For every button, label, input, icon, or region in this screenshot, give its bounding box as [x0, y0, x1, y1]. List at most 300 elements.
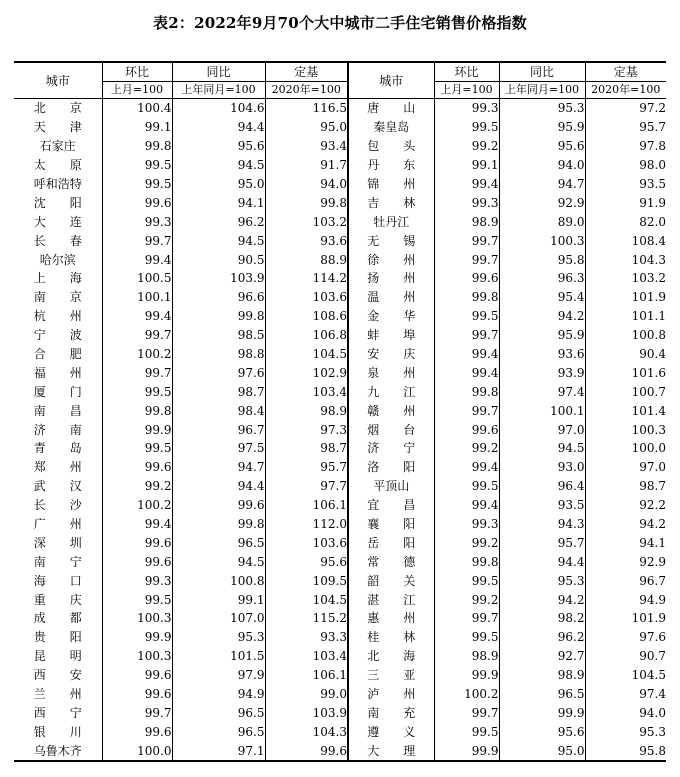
base-value-left: 109.5 [265, 571, 348, 590]
city-name-right: 常 德 [348, 552, 434, 571]
base-value-right: 92.2 [585, 496, 666, 515]
yoy-value-right: 98.2 [499, 609, 585, 628]
header-mom-left: 环比 [102, 62, 172, 82]
yoy-value-left: 98.5 [172, 326, 265, 345]
mom-value-right: 99.9 [434, 666, 499, 685]
table-row [14, 269, 666, 288]
city-name-right: 九 江 [348, 382, 434, 401]
mom-value-left: 99.8 [102, 137, 172, 156]
base-value-left: 108.6 [265, 307, 348, 326]
subheader-yoy-right: 上年同月=100 [499, 82, 585, 99]
yoy-value-right: 95.4 [499, 288, 585, 307]
mom-value-left: 99.4 [102, 307, 172, 326]
mom-value-right: 99.2 [434, 137, 499, 156]
city-name-right: 泉 州 [348, 363, 434, 382]
city-name-right: 金 华 [348, 307, 434, 326]
base-value-left: 95.7 [265, 458, 348, 477]
city-name-left: 武 汉 [33, 479, 82, 494]
mom-value-right: 98.9 [434, 647, 499, 666]
mom-value-right: 99.3 [434, 99, 499, 118]
table-row [14, 99, 666, 118]
yoy-value-right: 95.7 [499, 533, 585, 552]
base-value-left: 103.4 [265, 647, 348, 666]
yoy-value-right: 95.6 [499, 137, 585, 156]
base-value-left: 95.6 [265, 552, 348, 571]
table-row [14, 571, 666, 590]
base-value-right: 98.0 [585, 156, 666, 175]
yoy-value-left: 99.8 [172, 515, 265, 534]
table-row [14, 439, 666, 458]
city-name-left: 太 原 [33, 158, 82, 173]
base-value-right: 104.3 [585, 250, 666, 269]
yoy-value-right: 93.5 [499, 496, 585, 515]
city-name-right: 扬 州 [348, 269, 434, 288]
mom-value-right: 99.4 [434, 363, 499, 382]
table-row [14, 609, 666, 628]
city-name-right: 赣 州 [348, 401, 434, 420]
base-value-left: 98.7 [265, 439, 348, 458]
base-value-right: 93.5 [585, 175, 666, 194]
yoy-value-left: 96.5 [172, 704, 265, 723]
mom-value-right: 99.5 [434, 307, 499, 326]
table-row [14, 722, 666, 741]
mom-value-left: 100.4 [102, 99, 172, 118]
mom-value-right: 99.5 [434, 571, 499, 590]
city-name-left: 厦 门 [33, 384, 82, 399]
mom-value-right: 99.8 [434, 552, 499, 571]
city-name-right: 大 理 [348, 741, 434, 761]
mom-value-right: 100.2 [434, 685, 499, 704]
city-name-right: 烟 台 [348, 420, 434, 439]
base-value-right: 101.9 [585, 288, 666, 307]
header-yoy-right: 同比 [499, 62, 585, 82]
table-row [14, 515, 666, 534]
yoy-value-right: 94.3 [499, 515, 585, 534]
mom-value-right: 99.7 [434, 326, 499, 345]
base-value-right: 96.7 [585, 571, 666, 590]
base-value-left: 91.7 [265, 156, 348, 175]
city-name-right: 北 海 [348, 647, 434, 666]
city-name-left: 西 安 [33, 668, 82, 683]
city-name-left: 大 连 [33, 214, 82, 229]
table-row [14, 401, 666, 420]
yoy-value-right: 95.3 [499, 571, 585, 590]
city-name-left: 合 肥 [33, 347, 82, 362]
subheader-yoy-left: 上年同月=100 [172, 82, 265, 99]
table-row [14, 477, 666, 496]
city-name-right: 牡丹江 [348, 212, 434, 231]
base-value-right: 95.3 [585, 722, 666, 741]
base-value-right: 95.7 [585, 118, 666, 137]
base-value-right: 108.4 [585, 231, 666, 250]
city-name-left: 北 京 [33, 101, 82, 116]
mom-value-left: 99.4 [102, 515, 172, 534]
yoy-value-right: 93.9 [499, 363, 585, 382]
yoy-value-right: 92.9 [499, 193, 585, 212]
subheader-base-left: 2020年=100 [265, 82, 348, 99]
base-value-left: 97.7 [265, 477, 348, 496]
base-value-left: 104.5 [265, 590, 348, 609]
mom-value-right: 99.7 [434, 704, 499, 723]
base-value-left: 102.9 [265, 363, 348, 382]
table-row [14, 590, 666, 609]
base-value-right: 97.0 [585, 458, 666, 477]
mom-value-left: 99.5 [102, 175, 172, 194]
mom-value-left: 99.7 [102, 363, 172, 382]
mom-value-right: 99.4 [434, 496, 499, 515]
yoy-value-right: 94.7 [499, 175, 585, 194]
yoy-value-right: 94.4 [499, 552, 585, 571]
base-value-left: 112.0 [265, 515, 348, 534]
city-name-right: 温 州 [348, 288, 434, 307]
mom-value-left: 99.6 [102, 533, 172, 552]
yoy-value-left: 94.4 [172, 477, 265, 496]
table-row [14, 666, 666, 685]
base-value-left: 106.1 [265, 666, 348, 685]
yoy-value-right: 89.0 [499, 212, 585, 231]
city-name-left: 哈尔滨 [39, 252, 76, 267]
yoy-value-left: 104.6 [172, 99, 265, 118]
yoy-value-right: 99.9 [499, 704, 585, 723]
header-base-right: 定基 [585, 62, 666, 82]
header-base-left: 定基 [265, 62, 348, 82]
base-value-left: 104.5 [265, 345, 348, 364]
header-yoy-left: 同比 [172, 62, 265, 82]
table-row [14, 741, 666, 761]
mom-value-left: 100.2 [102, 345, 172, 364]
yoy-value-right: 96.3 [499, 269, 585, 288]
table-row [14, 137, 666, 156]
base-value-left: 106.8 [265, 326, 348, 345]
yoy-value-right: 94.0 [499, 156, 585, 175]
yoy-value-right: 96.2 [499, 628, 585, 647]
base-value-right: 100.3 [585, 420, 666, 439]
yoy-value-left: 97.5 [172, 439, 265, 458]
city-name-left: 青 岛 [33, 441, 82, 456]
yoy-value-left: 95.6 [172, 137, 265, 156]
city-name-left: 福 州 [33, 365, 82, 380]
yoy-value-left: 94.7 [172, 458, 265, 477]
mom-value-left: 99.5 [102, 156, 172, 175]
city-name-right: 湛 江 [348, 590, 434, 609]
base-value-left: 115.2 [265, 609, 348, 628]
city-name-right: 丹 东 [348, 156, 434, 175]
yoy-value-left: 90.5 [172, 250, 265, 269]
yoy-value-right: 97.0 [499, 420, 585, 439]
city-name-left: 贵 阳 [33, 630, 82, 645]
mom-value-right: 99.3 [434, 193, 499, 212]
city-name-left: 长 春 [33, 233, 82, 248]
base-value-left: 93.3 [265, 628, 348, 647]
yoy-value-right: 96.4 [499, 477, 585, 496]
city-name-left: 南 宁 [33, 554, 82, 569]
mom-value-right: 99.2 [434, 439, 499, 458]
city-name-right: 平顶山 [348, 477, 434, 496]
base-value-right: 97.8 [585, 137, 666, 156]
mom-value-left: 100.0 [102, 741, 172, 761]
base-value-left: 99.6 [265, 741, 348, 761]
city-name-left: 上 海 [33, 271, 82, 286]
yoy-value-right: 97.4 [499, 382, 585, 401]
mom-value-right: 99.4 [434, 345, 499, 364]
base-value-right: 90.7 [585, 647, 666, 666]
yoy-value-right: 93.6 [499, 345, 585, 364]
table-row [14, 231, 666, 250]
mom-value-right: 99.2 [434, 533, 499, 552]
city-name-left: 兰 州 [33, 687, 82, 702]
yoy-value-left: 94.5 [172, 231, 265, 250]
base-value-right: 92.9 [585, 552, 666, 571]
yoy-value-left: 98.8 [172, 345, 265, 364]
base-value-left: 106.1 [265, 496, 348, 515]
header-city-right: 城市 [348, 62, 434, 99]
base-value-right: 104.5 [585, 666, 666, 685]
yoy-value-left: 94.1 [172, 193, 265, 212]
base-value-left: 95.0 [265, 118, 348, 137]
base-value-right: 101.4 [585, 401, 666, 420]
city-name-right: 宜 昌 [348, 496, 434, 515]
mom-value-left: 99.5 [102, 590, 172, 609]
base-value-right: 95.8 [585, 741, 666, 761]
yoy-value-right: 92.7 [499, 647, 585, 666]
mom-value-right: 99.7 [434, 609, 499, 628]
mom-value-right: 99.5 [434, 118, 499, 137]
yoy-value-left: 94.9 [172, 685, 265, 704]
table-row [14, 212, 666, 231]
mom-value-right: 99.8 [434, 382, 499, 401]
yoy-value-right: 95.6 [499, 722, 585, 741]
city-name-left: 济 南 [33, 422, 82, 437]
mom-value-left: 99.6 [102, 722, 172, 741]
base-value-left: 103.9 [265, 704, 348, 723]
city-name-left: 宁 波 [33, 328, 82, 343]
base-value-right: 100.8 [585, 326, 666, 345]
yoy-value-right: 94.2 [499, 307, 585, 326]
base-value-left: 114.2 [265, 269, 348, 288]
base-value-right: 101.1 [585, 307, 666, 326]
base-value-right: 94.1 [585, 533, 666, 552]
mom-value-left: 99.8 [102, 401, 172, 420]
mom-value-left: 99.7 [102, 704, 172, 723]
table-row [14, 628, 666, 647]
mom-value-right: 99.4 [434, 458, 499, 477]
city-name-right: 桂 林 [348, 628, 434, 647]
base-value-right: 94.9 [585, 590, 666, 609]
mom-value-left: 99.5 [102, 439, 172, 458]
mom-value-right: 99.5 [434, 477, 499, 496]
city-name-right: 蚌 埠 [348, 326, 434, 345]
base-value-left: 103.4 [265, 382, 348, 401]
table-row [14, 458, 666, 477]
mom-value-left: 100.2 [102, 496, 172, 515]
yoy-value-right: 94.5 [499, 439, 585, 458]
mom-value-left: 99.6 [102, 193, 172, 212]
city-name-right: 吉 林 [348, 193, 434, 212]
yoy-value-left: 94.5 [172, 156, 265, 175]
yoy-value-left: 96.6 [172, 288, 265, 307]
city-name-right: 南 充 [348, 704, 434, 723]
subheader-base-right: 2020年=100 [585, 82, 666, 99]
yoy-value-right: 96.5 [499, 685, 585, 704]
table-row [14, 420, 666, 439]
mom-value-left: 99.2 [102, 477, 172, 496]
mom-value-left: 99.4 [102, 250, 172, 269]
city-name-left: 昆 明 [33, 649, 82, 664]
city-name-left: 长 沙 [33, 498, 82, 513]
city-name-right: 泸 州 [348, 685, 434, 704]
base-value-left: 103.6 [265, 288, 348, 307]
yoy-value-right: 95.0 [499, 741, 585, 761]
yoy-value-left: 95.0 [172, 175, 265, 194]
base-value-left: 99.0 [265, 685, 348, 704]
base-value-left: 93.4 [265, 137, 348, 156]
city-name-left: 呼和浩特 [33, 177, 82, 191]
city-name-right: 无 锡 [348, 231, 434, 250]
city-name-left: 广 州 [33, 517, 82, 532]
subheader-mom-right: 上月=100 [434, 82, 499, 99]
table-row [14, 156, 666, 175]
yoy-value-left: 99.1 [172, 590, 265, 609]
base-value-left: 103.2 [265, 212, 348, 231]
mom-value-right: 99.4 [434, 175, 499, 194]
base-value-right: 101.6 [585, 363, 666, 382]
city-name-left: 南 京 [33, 290, 82, 305]
mom-value-left: 100.5 [102, 269, 172, 288]
table-row [14, 704, 666, 723]
table-title: 表2：2022年9月70个大中城市二手住宅销售价格指数 [153, 14, 527, 32]
yoy-value-left: 96.2 [172, 212, 265, 231]
city-name-left: 杭 州 [33, 309, 82, 324]
table-row [14, 552, 666, 571]
yoy-value-right: 95.8 [499, 250, 585, 269]
mom-value-left: 99.7 [102, 326, 172, 345]
city-name-right: 洛 阳 [348, 458, 434, 477]
mom-value-right: 99.6 [434, 420, 499, 439]
city-name-left: 西 宁 [33, 705, 82, 720]
mom-value-left: 99.9 [102, 420, 172, 439]
base-value-right: 94.0 [585, 704, 666, 723]
mom-value-left: 99.6 [102, 666, 172, 685]
mom-value-right: 99.6 [434, 269, 499, 288]
city-name-right: 三 亚 [348, 666, 434, 685]
yoy-value-left: 98.7 [172, 382, 265, 401]
base-value-right: 82.0 [585, 212, 666, 231]
yoy-value-right: 95.9 [499, 118, 585, 137]
mom-value-left: 99.6 [102, 552, 172, 571]
yoy-value-right: 93.0 [499, 458, 585, 477]
mom-value-left: 99.3 [102, 212, 172, 231]
table-row [14, 118, 666, 137]
table-row [14, 307, 666, 326]
city-name-left: 南 昌 [33, 403, 82, 418]
city-name-right: 唐 山 [348, 99, 434, 118]
base-value-right: 101.9 [585, 609, 666, 628]
yoy-value-left: 95.3 [172, 628, 265, 647]
mom-value-right: 99.1 [434, 156, 499, 175]
mom-value-right: 98.9 [434, 212, 499, 231]
mom-value-left: 99.1 [102, 118, 172, 137]
table-row [14, 288, 666, 307]
city-name-left: 石家庄 [39, 139, 76, 154]
city-name-left: 乌鲁木齐 [14, 741, 102, 761]
base-value-left: 104.3 [265, 722, 348, 741]
yoy-value-left: 99.8 [172, 307, 265, 326]
table-row [14, 647, 666, 666]
base-value-left: 98.9 [265, 401, 348, 420]
table-row [14, 175, 666, 194]
mom-value-right: 99.7 [434, 250, 499, 269]
table-row [14, 326, 666, 345]
base-value-right: 97.6 [585, 628, 666, 647]
table-row [14, 193, 666, 212]
base-value-right: 97.2 [585, 99, 666, 118]
yoy-value-left: 101.5 [172, 647, 265, 666]
yoy-value-left: 97.6 [172, 363, 265, 382]
base-value-right: 97.4 [585, 685, 666, 704]
table-row [14, 250, 666, 269]
yoy-value-left: 98.4 [172, 401, 265, 420]
city-name-left: 郑 州 [33, 460, 82, 475]
yoy-value-right: 100.3 [499, 231, 585, 250]
price-index-table [14, 61, 666, 762]
mom-value-right: 99.7 [434, 231, 499, 250]
mom-value-right: 99.5 [434, 722, 499, 741]
header-mom-right: 环比 [434, 62, 499, 82]
base-value-right: 90.4 [585, 345, 666, 364]
yoy-value-left: 94.5 [172, 552, 265, 571]
subheader-mom-left: 上月=100 [102, 82, 172, 99]
city-name-right: 岳 阳 [348, 533, 434, 552]
base-value-right: 94.2 [585, 515, 666, 534]
mom-value-right: 99.7 [434, 401, 499, 420]
mom-value-left: 99.3 [102, 571, 172, 590]
table-row [14, 685, 666, 704]
yoy-value-right: 95.3 [499, 99, 585, 118]
base-value-right: 100.0 [585, 439, 666, 458]
mom-value-left: 99.6 [102, 458, 172, 477]
yoy-value-left: 97.1 [172, 741, 265, 761]
mom-value-left: 100.3 [102, 647, 172, 666]
yoy-value-left: 99.6 [172, 496, 265, 515]
mom-value-right: 99.2 [434, 590, 499, 609]
city-name-right: 包 头 [348, 137, 434, 156]
mom-value-left: 99.5 [102, 382, 172, 401]
mom-value-right: 99.9 [434, 741, 499, 761]
mom-value-left: 100.1 [102, 288, 172, 307]
yoy-value-right: 98.9 [499, 666, 585, 685]
city-name-right: 济 宁 [348, 439, 434, 458]
city-name-left: 天 津 [33, 120, 82, 135]
base-value-left: 93.6 [265, 231, 348, 250]
yoy-value-left: 100.8 [172, 571, 265, 590]
yoy-value-right: 94.2 [499, 590, 585, 609]
base-value-left: 88.9 [265, 250, 348, 269]
table-row [14, 363, 666, 382]
city-name-right: 韶 关 [348, 571, 434, 590]
base-value-left: 99.8 [265, 193, 348, 212]
table-row [14, 533, 666, 552]
mom-value-left: 100.3 [102, 609, 172, 628]
mom-value-left: 99.9 [102, 628, 172, 647]
table-row [14, 496, 666, 515]
city-name-left: 沈 阳 [33, 195, 82, 210]
city-name-right: 遵 义 [348, 722, 434, 741]
city-name-left: 海 口 [33, 573, 82, 588]
header-city-left: 城市 [14, 62, 102, 99]
mom-value-right: 99.8 [434, 288, 499, 307]
yoy-value-right: 95.9 [499, 326, 585, 345]
yoy-value-left: 103.9 [172, 269, 265, 288]
